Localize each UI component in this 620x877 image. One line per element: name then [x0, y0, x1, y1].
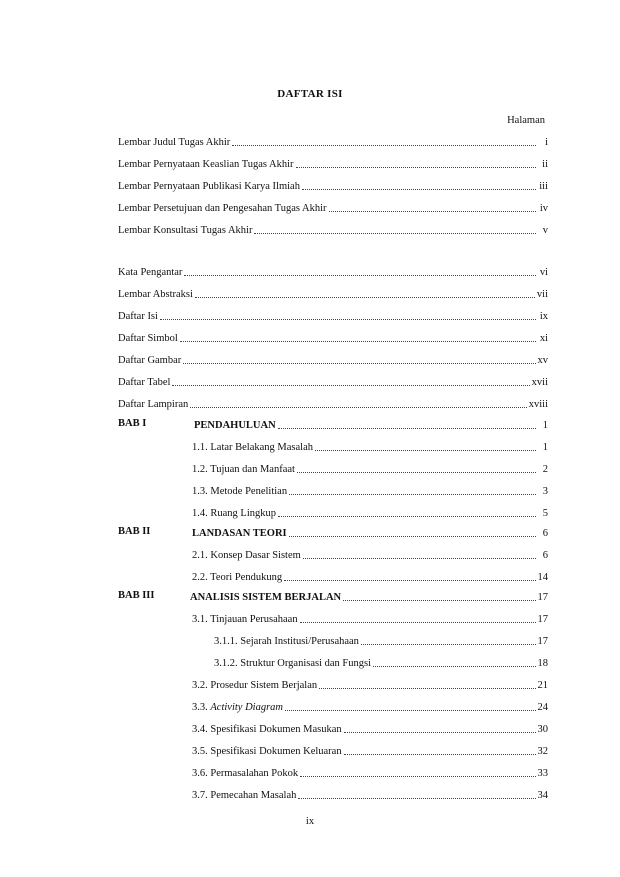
- page-number-footer: ix: [305, 816, 315, 827]
- toc-entry-page: vi: [539, 267, 548, 278]
- toc-entry-page: xvii: [531, 377, 548, 388]
- toc-entry-label: 3.5. Spesifikasi Dokumen Keluaran: [192, 746, 342, 757]
- toc-entry-page: vii: [536, 289, 548, 300]
- leader-dots: [184, 272, 536, 276]
- toc-entry-page: 32: [537, 746, 548, 757]
- leader-dots: [302, 186, 536, 190]
- toc-entry-page: iv: [539, 203, 548, 214]
- toc-entry: [118, 265, 548, 279]
- toc-entry-page: 2: [542, 464, 548, 475]
- toc-entry-label: Lembar Abstraksi: [118, 289, 193, 300]
- toc-entry-page: 6: [542, 550, 548, 561]
- toc-entry-label: 2.2. Teori Pendukung: [192, 572, 283, 583]
- toc-entry-page: 1: [542, 442, 548, 453]
- toc-entry-label: Daftar Simbol: [118, 333, 178, 344]
- toc-entry-page: 1: [542, 420, 548, 431]
- bab-number: BAB III: [118, 590, 155, 601]
- toc-entry: [192, 678, 548, 692]
- toc-entry-label: 3.4. Spesifikasi Dokumen Masukan: [192, 724, 342, 735]
- toc-entry: [118, 135, 548, 149]
- toc-entry: [192, 570, 548, 584]
- toc-entry: [214, 634, 548, 648]
- toc-entry-page: xi: [539, 333, 548, 344]
- toc-entry: [118, 353, 548, 367]
- toc-entry: [192, 506, 548, 520]
- toc-chapter-label: LANDASAN TEORI: [192, 528, 287, 539]
- leader-dots: [300, 773, 535, 777]
- leader-dots: [289, 491, 536, 495]
- toc-entry-label: 3.1.2. Struktur Organisasi dan Fungsi: [214, 658, 372, 669]
- toc-entry: [214, 656, 548, 670]
- toc-entry-label: 1.1. Latar Belakang Masalah: [192, 442, 313, 453]
- toc-entry-label: 3.1. Tinjauan Perusahaan: [192, 614, 298, 625]
- toc-entry-prefix: 3.3.: [192, 702, 208, 713]
- leader-dots: [285, 707, 536, 711]
- leader-dots: [232, 142, 536, 146]
- toc-entry: [192, 440, 548, 454]
- leader-dots: [284, 577, 535, 581]
- leader-dots: [289, 533, 536, 537]
- toc-entry: [192, 548, 548, 562]
- toc-entry-label: Lembar Konsultasi Tugas Akhir: [118, 225, 253, 236]
- toc-entry-page: 5: [542, 508, 548, 519]
- toc-entry-label: 1.2. Tujuan dan Manfaat: [192, 464, 295, 475]
- toc-entry: [192, 788, 548, 802]
- leader-dots: [278, 513, 536, 517]
- toc-chapter: [194, 418, 548, 432]
- toc-entry-page: 33: [537, 768, 548, 779]
- leader-dots: [183, 360, 535, 364]
- toc-entry-page: xv: [537, 355, 548, 366]
- leader-dots: [344, 729, 536, 733]
- toc-entry-label: Lembar Persetujuan dan Pengesahan Tugas Akhir: [118, 203, 327, 214]
- toc-entry: [118, 157, 548, 171]
- toc-chapter: [190, 590, 548, 604]
- toc-entry-page: 18: [537, 658, 548, 669]
- toc-entry-label: Lembar Pernyataan Publikasi Karya Ilmiah: [118, 181, 300, 192]
- toc-entry-page: xviii: [528, 399, 548, 410]
- toc-entry-label: Activity Diagram: [210, 702, 283, 713]
- leader-dots: [300, 619, 536, 623]
- toc-entry: [118, 375, 548, 389]
- toc-entry-label: 3.7. Pemecahan Masalah: [192, 790, 297, 801]
- bab-number: BAB II: [118, 526, 151, 537]
- halaman-header: Halaman: [507, 115, 545, 126]
- toc-entry: [192, 722, 548, 736]
- toc-entry-label: 2.1. Konsep Dasar Sistem: [192, 550, 301, 561]
- toc-entry: [118, 309, 548, 323]
- leader-dots: [172, 382, 529, 386]
- toc-entry: [118, 223, 548, 237]
- toc-entry-page: v: [542, 225, 548, 236]
- toc-entry: [192, 462, 548, 476]
- toc-entry-label: 1.4. Ruang Lingkup: [192, 508, 276, 519]
- toc-entry: [118, 179, 548, 193]
- toc-entry-page: 3: [542, 486, 548, 497]
- toc-entry-label: 1.3. Metode Penelitian: [192, 486, 288, 497]
- toc-entry: [192, 612, 548, 626]
- leader-dots: [329, 208, 536, 212]
- leader-dots: [315, 447, 536, 451]
- leader-dots: [343, 597, 535, 601]
- toc-entry-page: 21: [537, 680, 548, 691]
- toc-entry-page: 17: [537, 614, 548, 625]
- toc-entry-label: 3.1.1. Sejarah Institusi/Perusahaan: [214, 636, 359, 647]
- leader-dots: [180, 338, 536, 342]
- leader-dots: [303, 555, 536, 559]
- toc-entry: [118, 397, 548, 411]
- leader-dots: [361, 641, 536, 645]
- toc-entry-label: Daftar Tabel: [118, 377, 171, 388]
- leader-dots: [254, 230, 536, 234]
- toc-entry-label: Daftar Lampiran: [118, 399, 189, 410]
- toc-entry-label: Kata Pengantar: [118, 267, 183, 278]
- toc-entry-label: Daftar Isi: [118, 311, 158, 322]
- toc-entry-page: i: [545, 137, 548, 148]
- toc-entry: [192, 766, 548, 780]
- toc-entry-label: 3.2. Prosedur Sistem Berjalan: [192, 680, 318, 691]
- toc-entry-page: 30: [537, 724, 548, 735]
- leader-dots: [296, 164, 536, 168]
- toc-entry-page: 14: [537, 572, 548, 583]
- leader-dots: [298, 795, 535, 799]
- bab-number: BAB I: [118, 418, 147, 429]
- toc-entry: [192, 744, 548, 758]
- toc-chapter: [192, 526, 548, 540]
- leader-dots: [344, 751, 536, 755]
- page-title: DAFTAR ISI: [277, 88, 343, 100]
- toc-entry-page: iii: [539, 181, 548, 192]
- leader-dots: [297, 469, 536, 473]
- leader-dots: [190, 404, 526, 408]
- toc-entry: [118, 201, 548, 215]
- leader-dots: [278, 425, 536, 429]
- toc-entry-label: Daftar Gambar: [118, 355, 182, 366]
- toc-chapter-label: ANALISIS SISTEM BERJALAN: [190, 592, 342, 603]
- toc-entry-page: ix: [539, 311, 548, 322]
- toc-entry-label: Lembar Judul Tugas Akhir: [118, 137, 231, 148]
- toc-entry-label: Lembar Pernyataan Keaslian Tugas Akhir: [118, 159, 294, 170]
- toc-entry-page: 24: [537, 702, 548, 713]
- toc-entry-page: 6: [542, 528, 548, 539]
- toc-entry-page: 17: [537, 592, 548, 603]
- toc-entry: [192, 484, 548, 498]
- toc-entry: [118, 287, 548, 301]
- toc-entry: [192, 700, 548, 714]
- toc-entry-page: ii: [542, 159, 548, 170]
- toc-chapter-label: PENDAHULUAN: [194, 420, 276, 431]
- toc-entry-page: 17: [537, 636, 548, 647]
- toc-entry-label: 3.6. Permasalahan Pokok: [192, 768, 299, 779]
- leader-dots: [373, 663, 535, 667]
- leader-dots: [160, 316, 536, 320]
- toc-entry-page: 34: [537, 790, 548, 801]
- toc-entry: [118, 331, 548, 345]
- leader-dots: [319, 685, 535, 689]
- leader-dots: [195, 294, 535, 298]
